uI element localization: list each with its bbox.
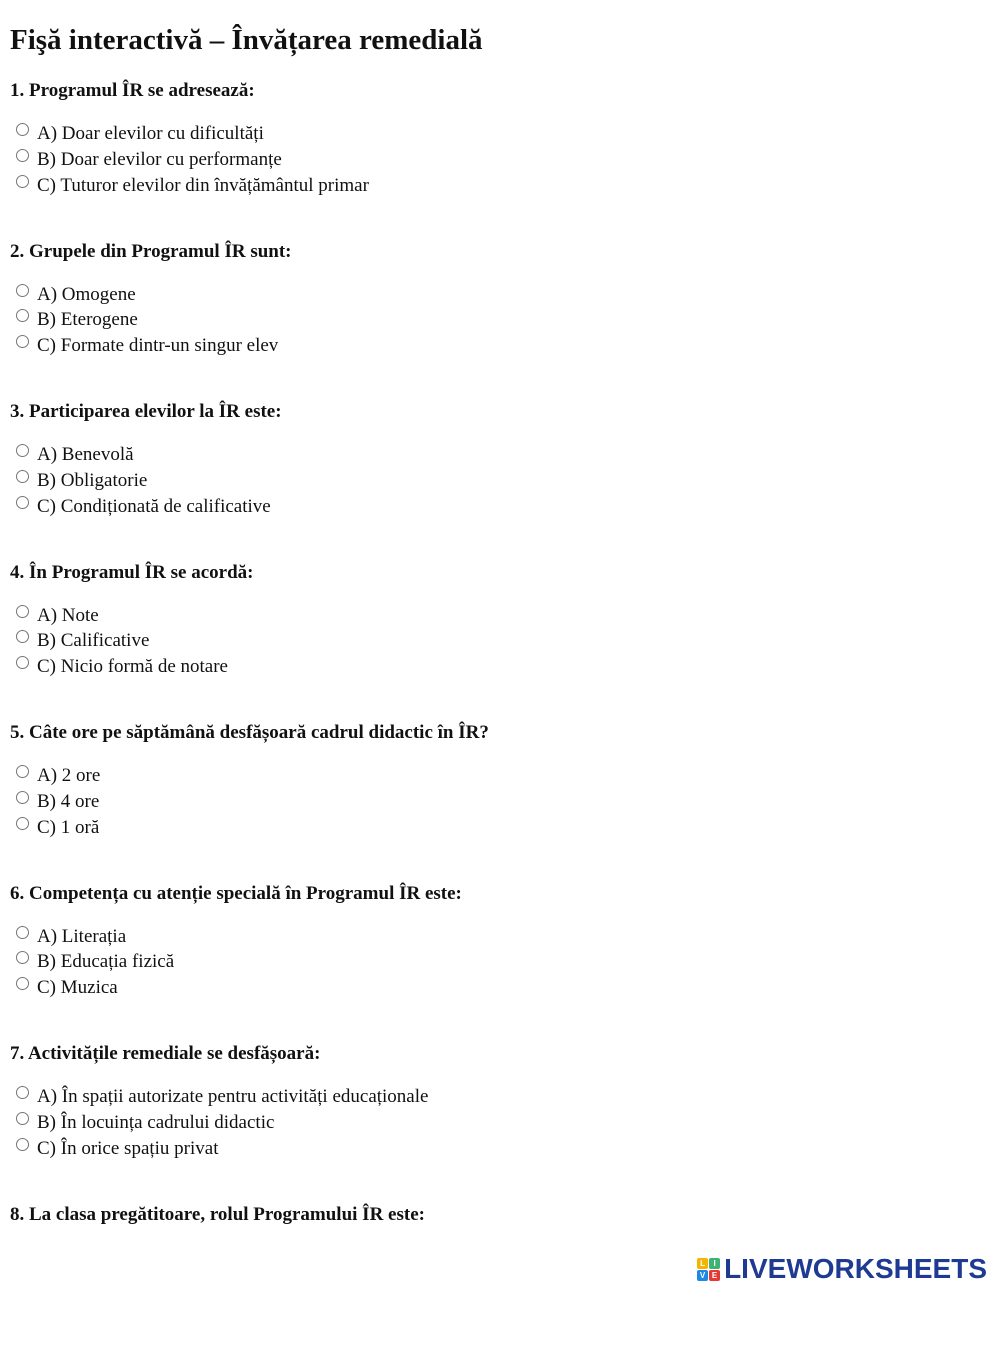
option-group — [10, 442, 980, 519]
option-group — [10, 924, 980, 1001]
option-label: A) În spații autorizate pentru activități educaționale — [37, 1084, 428, 1110]
question-title: 2. Grupele din Programul ÎR sunt: — [10, 239, 980, 265]
radio-button[interactable] — [16, 656, 29, 669]
answer-option[interactable] — [10, 603, 980, 629]
answer-option[interactable] — [10, 307, 980, 333]
option-label: B) În locuința cadrului didactic — [37, 1110, 274, 1136]
answer-option[interactable] — [10, 949, 980, 975]
option-label: B) 4 ore — [37, 789, 99, 815]
radio-button[interactable] — [16, 123, 29, 136]
logo-text: LIVEWORKSHEETS — [724, 1254, 987, 1284]
answer-option[interactable] — [10, 121, 980, 147]
question-block — [10, 720, 980, 881]
option-group — [10, 763, 980, 840]
question-title: 6. Competența cu atenție specială în Programul ÎR este: — [10, 881, 980, 907]
answer-option[interactable] — [10, 468, 980, 494]
radio-button[interactable] — [16, 791, 29, 804]
logo-mark-tile: V — [697, 1270, 708, 1281]
question-title: 4. În Programul ÎR se acordă: — [10, 560, 980, 586]
answer-option[interactable] — [10, 628, 980, 654]
answer-option[interactable] — [10, 333, 980, 359]
radio-button[interactable] — [16, 284, 29, 297]
radio-button[interactable] — [16, 1086, 29, 1099]
answer-option[interactable] — [10, 975, 980, 1001]
question-title: 3. Participarea elevilor la ÎR este: — [10, 399, 980, 425]
logo-mark-tile: L — [697, 1258, 708, 1269]
question-block — [10, 560, 980, 721]
question-block — [10, 881, 980, 1042]
radio-button[interactable] — [16, 977, 29, 990]
option-group — [10, 282, 980, 359]
answer-option[interactable] — [10, 1084, 980, 1110]
radio-button[interactable] — [16, 951, 29, 964]
question-block — [10, 239, 980, 400]
option-group — [10, 1084, 980, 1161]
answer-option[interactable] — [10, 654, 980, 680]
answer-option[interactable] — [10, 763, 980, 789]
liveworksheets-logo[interactable] — [697, 1254, 987, 1284]
question-block — [10, 399, 980, 560]
question-block — [10, 1041, 980, 1202]
option-label: A) Omogene — [37, 282, 136, 308]
radio-button[interactable] — [16, 605, 29, 618]
radio-button[interactable] — [16, 765, 29, 778]
question-title: 1. Programul ÎR se adresează: — [10, 78, 980, 104]
answer-option[interactable] — [10, 282, 980, 308]
answer-option[interactable] — [10, 1110, 980, 1136]
answer-option[interactable] — [10, 442, 980, 468]
logo-mark-tile: I — [709, 1258, 720, 1269]
page-title: Fişă interactivă – Învățarea remedială — [10, 20, 980, 60]
question-block — [10, 78, 980, 239]
radio-button[interactable] — [16, 149, 29, 162]
radio-button[interactable] — [16, 630, 29, 643]
answer-option[interactable] — [10, 789, 980, 815]
option-label: C) 1 oră — [37, 815, 99, 841]
option-group — [10, 603, 980, 680]
option-label: A) Note — [37, 603, 99, 629]
radio-button[interactable] — [16, 335, 29, 348]
radio-button[interactable] — [16, 1138, 29, 1151]
option-label: C) În orice spațiu privat — [37, 1136, 219, 1162]
option-label: C) Nicio formă de notare — [37, 654, 228, 680]
option-label: A) Literația — [37, 924, 126, 950]
radio-button[interactable] — [16, 444, 29, 457]
answer-option[interactable] — [10, 924, 980, 950]
question-list — [10, 78, 980, 1362]
option-label: A) 2 ore — [37, 763, 100, 789]
answer-option[interactable] — [10, 173, 980, 199]
option-label: C) Tuturor elevilor din învățământul primar — [37, 173, 369, 199]
option-group — [10, 121, 980, 198]
option-label: B) Doar elevilor cu performanțe — [37, 147, 282, 173]
answer-option[interactable] — [10, 815, 980, 841]
option-label: C) Condiționată de calificative — [37, 494, 271, 520]
radio-button[interactable] — [16, 470, 29, 483]
worksheet-page — [10, 20, 980, 1362]
option-label: A) Benevolă — [37, 442, 134, 468]
radio-button[interactable] — [16, 926, 29, 939]
option-label: B) Educația fizică — [37, 949, 174, 975]
option-label: B) Calificative — [37, 628, 149, 654]
option-label: C) Muzica — [37, 975, 118, 1001]
logo-mark-icon — [697, 1258, 720, 1281]
answer-option[interactable] — [10, 494, 980, 520]
option-label: B) Obligatorie — [37, 468, 147, 494]
radio-button[interactable] — [16, 1112, 29, 1125]
answer-option[interactable] — [10, 1136, 980, 1162]
radio-button[interactable] — [16, 496, 29, 509]
radio-button[interactable] — [16, 175, 29, 188]
answer-option[interactable] — [10, 147, 980, 173]
question-title: 7. Activitățile remediale se desfășoară: — [10, 1041, 980, 1067]
radio-button[interactable] — [16, 817, 29, 830]
option-label: B) Eterogene — [37, 307, 138, 333]
logo-mark-tile: E — [709, 1270, 720, 1281]
question-title: 8. La clasa pregătitoare, rolul Programului ÎR este: — [10, 1202, 980, 1228]
option-label: C) Formate dintr-un singur elev — [37, 333, 278, 359]
radio-button[interactable] — [16, 309, 29, 322]
question-title: 5. Câte ore pe săptămână desfășoară cadrul didactic în ÎR? — [10, 720, 980, 746]
option-label: A) Doar elevilor cu dificultăți — [37, 121, 264, 147]
